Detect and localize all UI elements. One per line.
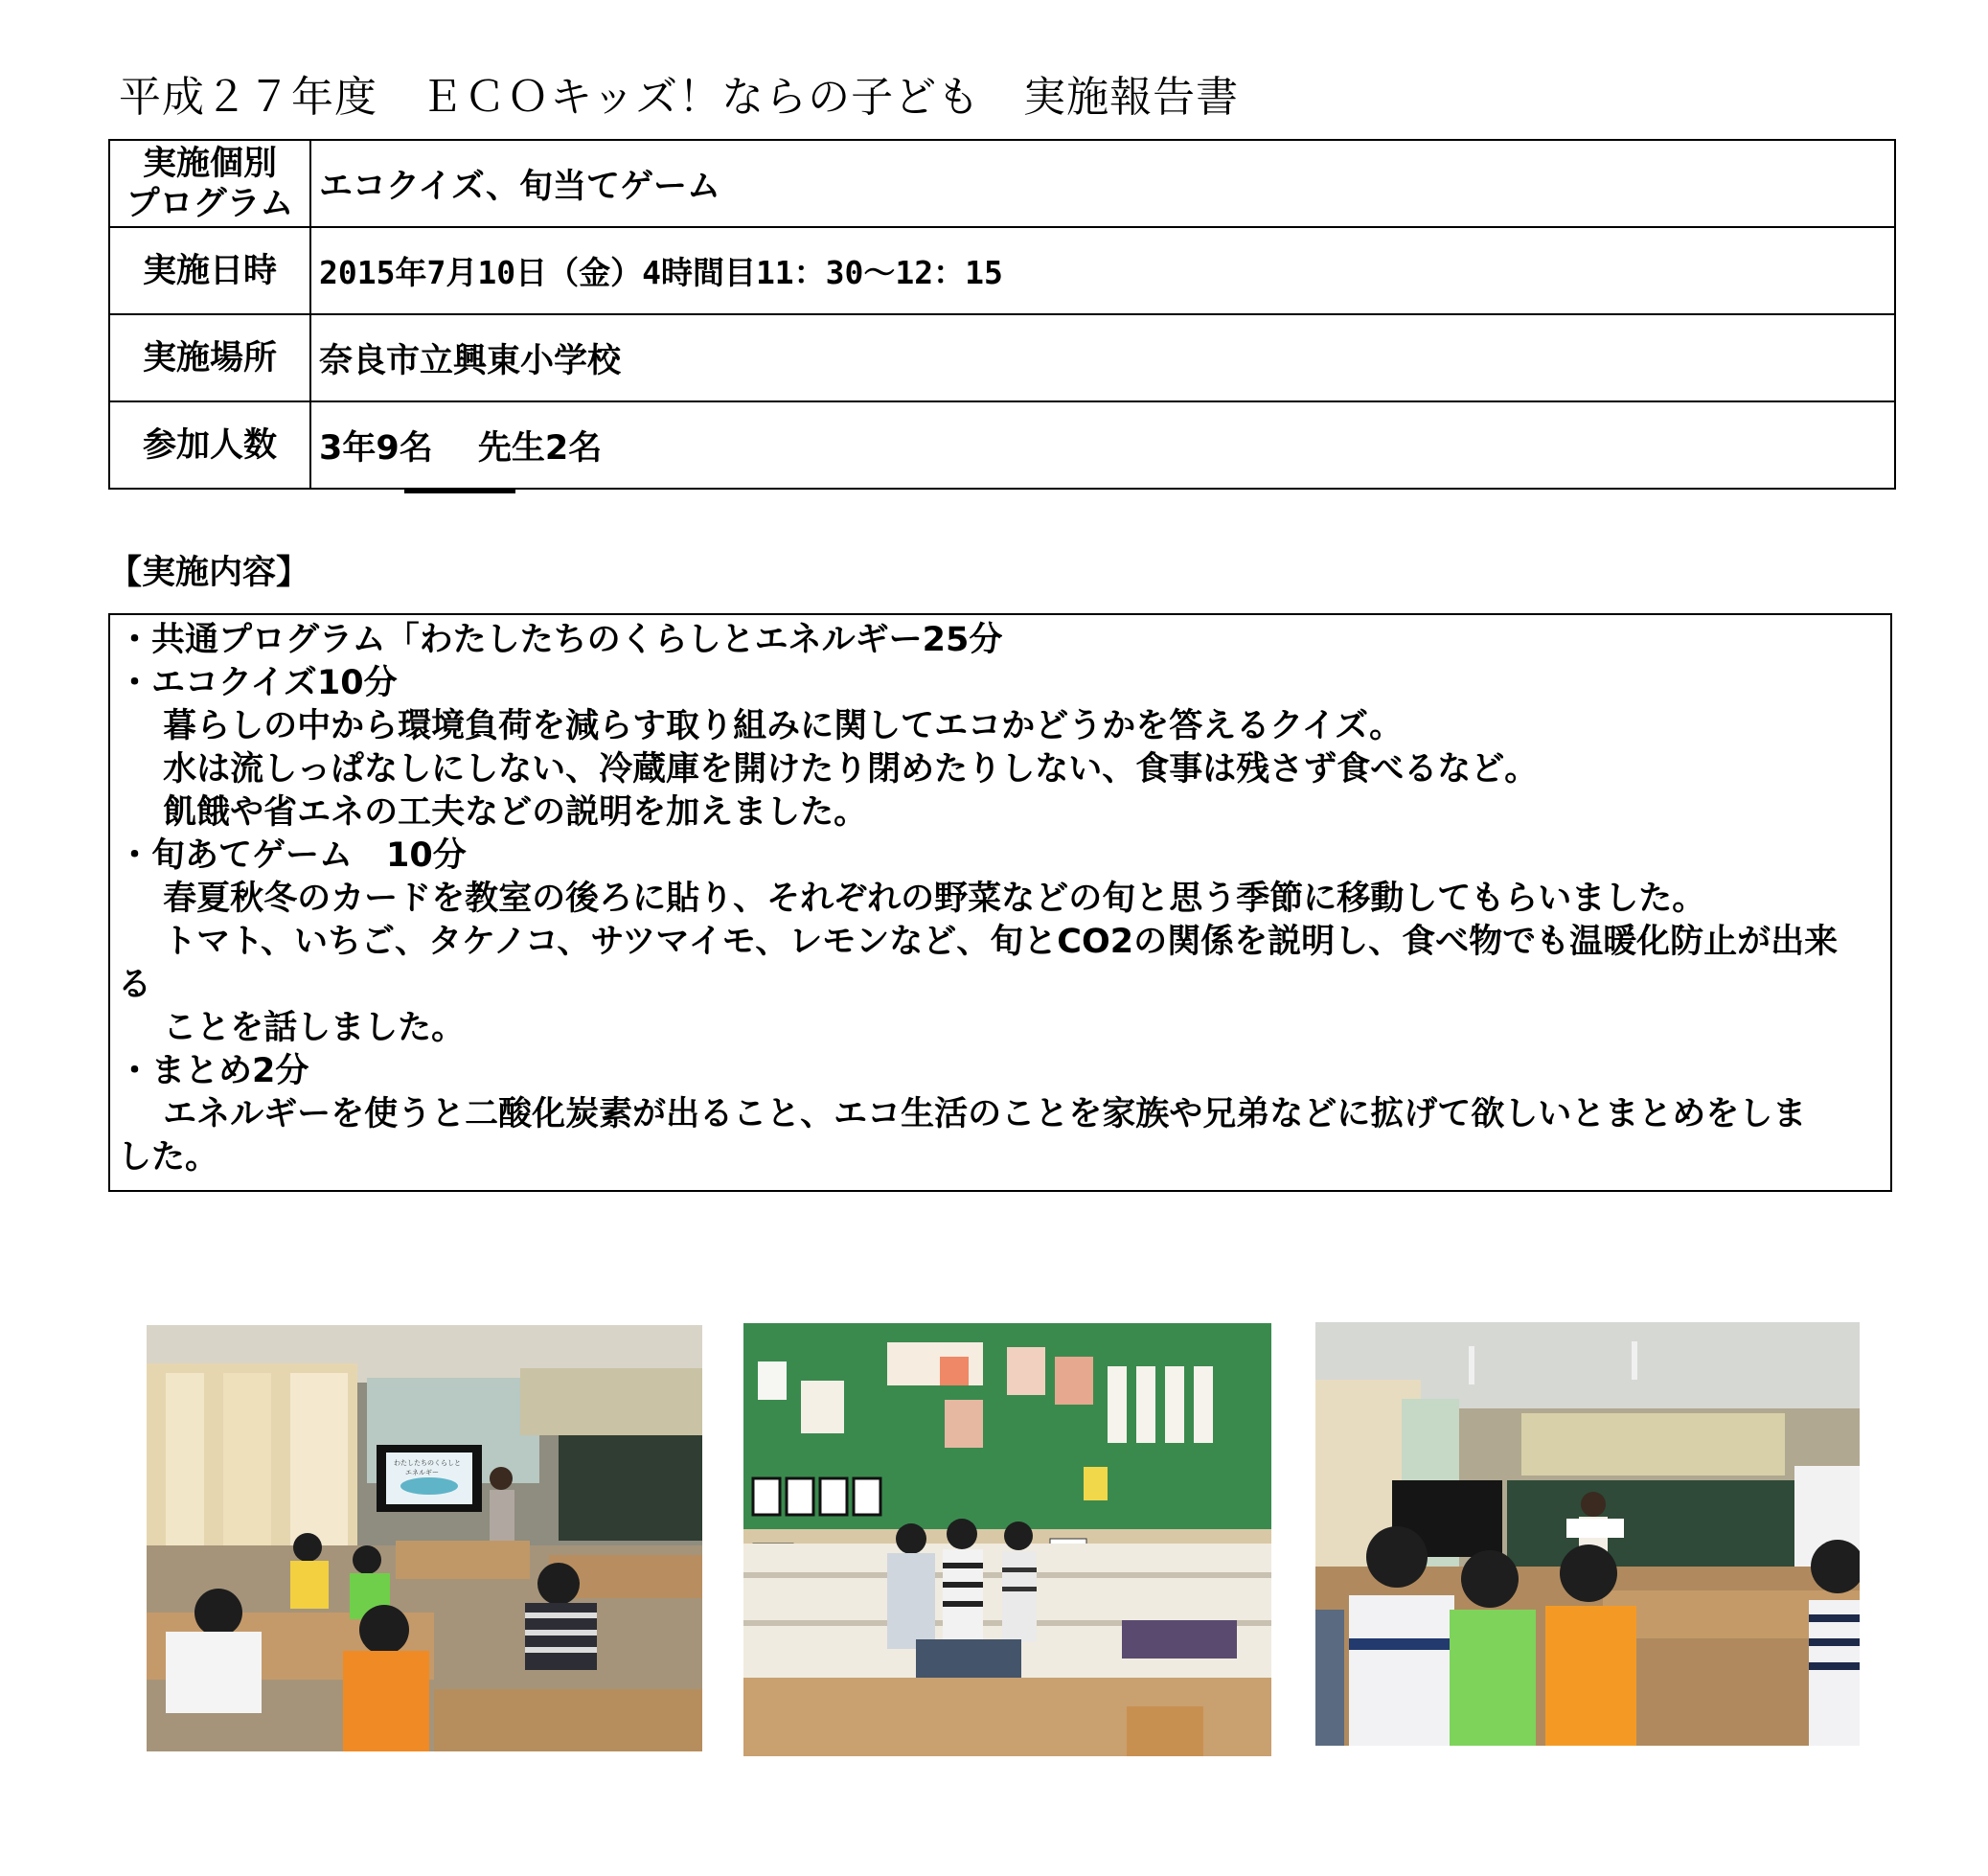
content-line: ことを話しました。 — [118, 1009, 466, 1047]
info-label-location: 実施場所 — [109, 314, 310, 401]
classroom-photo-2-image — [743, 1323, 1271, 1756]
info-row-location — [109, 314, 1895, 401]
info-label-program-line1: 実施個別 — [142, 144, 277, 183]
section-heading: 【実施内容】 — [108, 554, 310, 592]
info-table — [108, 139, 1896, 490]
info-label-program — [109, 140, 310, 227]
underline-mark — [404, 489, 515, 493]
info-label-datetime: 実施日時 — [109, 227, 310, 314]
content-line: トマト、いちご、タケノコ、サツマイモ、レモンなど、旬とCO2の関係を説明し、食べ物でも温暖化防止が出来 — [118, 923, 1839, 961]
classroom-photo-2 — [743, 1323, 1271, 1756]
info-value-datetime: 2015年7月10日（金）4時間目11：30～12：15 — [310, 227, 1895, 314]
classroom-photo-3-image — [1315, 1322, 1860, 1746]
info-value-program: エコクイズ、旬当てゲーム — [310, 140, 1895, 227]
classroom-photo-3 — [1315, 1322, 1860, 1746]
info-value-participants: 3年9名 先生2名 — [310, 401, 1895, 489]
content-line: ・旬あてゲーム 10分 — [118, 836, 467, 875]
content-line: ・共通プログラム「わたしたちのくらしとエネルギー25分 — [118, 621, 1003, 659]
classroom-photo-1 — [147, 1325, 702, 1751]
content-box — [108, 613, 1892, 1192]
content-line: 暮らしの中から環境負荷を減らす取り組みに関してエコかどうかを答えるクイズ。 — [118, 707, 1404, 745]
info-label-program-line2: プログラム — [126, 184, 294, 223]
content-line: エネルギーを使うと二酸化炭素が出ること、エコ生活のことを家族や兄弟などに拡げて欲しいとまとめをしま — [118, 1095, 1807, 1133]
info-value-location: 奈良市立興東小学校 — [310, 314, 1895, 401]
tv-screen-text-1: わたしたちのくらしと — [394, 1459, 461, 1467]
document-title: 平成２７年度 ＥＣＯキッズ！ならの子ども 実施報告書 — [119, 73, 1240, 122]
content-line: 飢餓や省エネの工夫などの説明を加えました。 — [118, 793, 868, 832]
content-line: ・まとめ2分 — [118, 1052, 309, 1090]
content-line: した。 — [118, 1138, 219, 1177]
classroom-photo-1-image — [147, 1325, 702, 1751]
content-line: る — [118, 966, 152, 1004]
info-label-participants: 参加人数 — [109, 401, 310, 489]
content-line: 春夏秋冬のカードを教室の後ろに貼り、それぞれの野菜などの旬と思う季節に移動してもらいました。 — [118, 880, 1706, 918]
content-line: ・エコクイズ10分 — [118, 664, 398, 702]
info-row-program — [109, 140, 1895, 227]
content-line: 水は流しっぱなしにしない、冷蔵庫を開けたり閉めたりしない、食事は残さず食べるなど。 — [118, 750, 1539, 789]
info-row-datetime — [109, 227, 1895, 314]
info-row-participants — [109, 401, 1895, 489]
tv-screen-text-2: エネルギー — [405, 1469, 439, 1476]
